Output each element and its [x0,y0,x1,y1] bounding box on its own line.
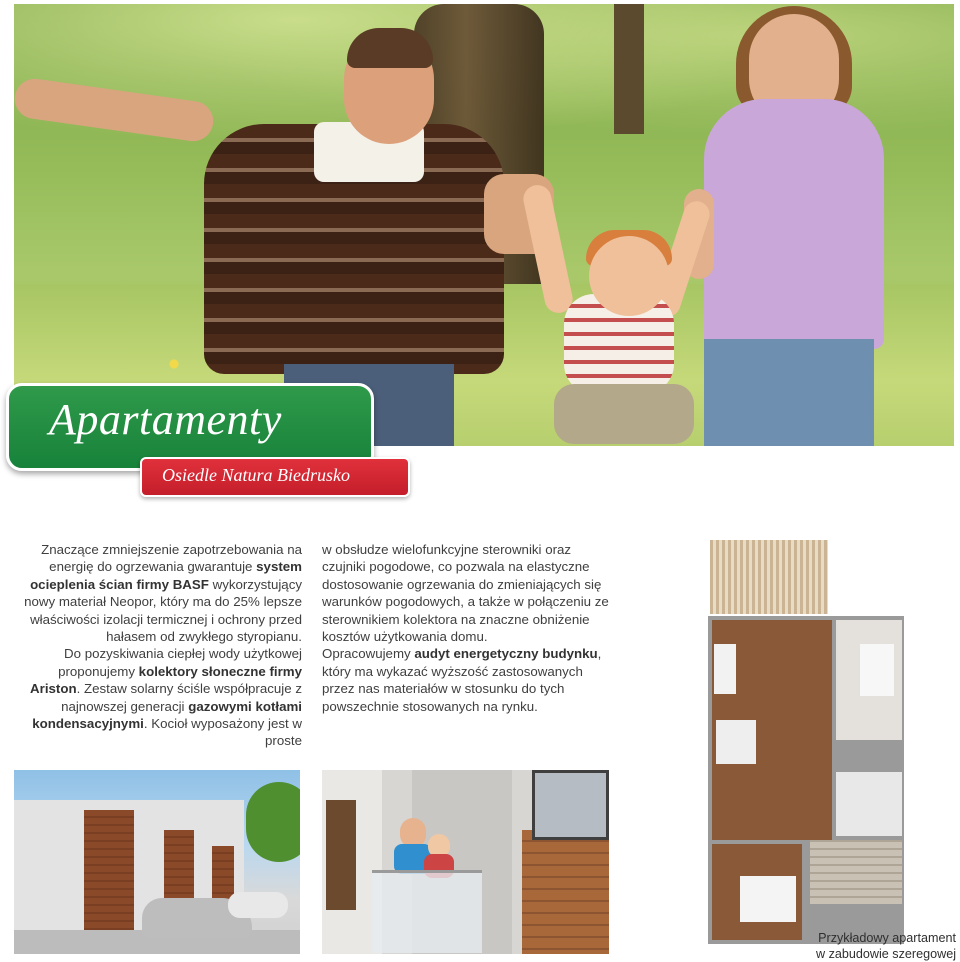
car [228,892,288,918]
glass-railing [372,870,482,953]
paragraph-ariston [12,645,302,749]
text-run: . Kocioł wyposażony jest w proste [143,716,302,749]
floor-plan-caption [760,930,956,962]
text-run: Opracowujemy [322,646,415,662]
bold-text: gazowymi kotłami kondensacyjnymi [32,698,302,732]
floor-plan [700,540,910,948]
page-subtitle: Osiedle Natura Biedrusko [162,465,350,485]
sofa [714,644,736,694]
woman-jeans [704,339,874,446]
bold-text: audyt energetyczny budynku [414,646,598,662]
hero-photo [14,4,954,446]
text-run: , który ma wykazać wyższość zastosowanych przez nas materiałów w stosunku do tych powszechnie stosowanych na rynku. [322,646,602,714]
staircase [810,840,902,904]
page-title: Apartamenty [49,395,282,444]
child-head [589,236,669,316]
man-hair [347,28,433,68]
child-legs [554,384,694,444]
tree-trunk-small [614,4,644,134]
subtitle-badge [140,457,410,497]
text-column-left [12,541,302,750]
bed [860,644,894,696]
window [326,800,356,910]
paragraph-controllers: w obsłudze wielofunkcyjne sterowniki oraz czujniki pogodowe, co pozwala na elastyczne dostosowanie ogrzewania do zmieniających się warunków pogodowych, a także w połączeniu ze sterownikiem kolektora na znaczne obniżenie kosztów użytkowania domu. [322,542,609,645]
terrace-decking [710,540,828,614]
bed [740,876,796,922]
woman-shirt [704,99,884,349]
brick-facade [84,810,134,930]
paragraph-basf [12,541,302,645]
paragraph-audit [322,645,612,715]
text-run: Znaczące zmniejszenie zapotrzebowania na energię do ogrzewania gwarantuje [41,542,302,575]
window [532,770,609,840]
text-run: . Zestaw solarny ściśle współpracuje z najnowszej generacji [61,681,302,714]
text-column-middle [322,541,612,715]
caption-line: w zabudowie szeregowej [815,947,956,961]
wood-cladding [522,830,609,954]
tree [246,782,300,862]
bold-text: system ocieplenia ścian firmy BASF [30,559,302,592]
bathroom [836,772,902,836]
street-photo [14,770,300,954]
caption-line: Przykładowy apartament [818,931,956,945]
text-run: wykorzystujący nowy materiał Neopor, który ma do 25% lepsze właściwości izolacji termicznej i ochrony przed hałasem od zwykłego styropianu. [24,576,302,645]
balcony-photo [322,770,609,954]
dining-table [716,720,756,764]
text-run: Do pozyskiwania ciepłej wody użytkowej proponujemy [58,646,302,679]
bold-text: kolektory słoneczne firmy Ariston [30,663,302,697]
